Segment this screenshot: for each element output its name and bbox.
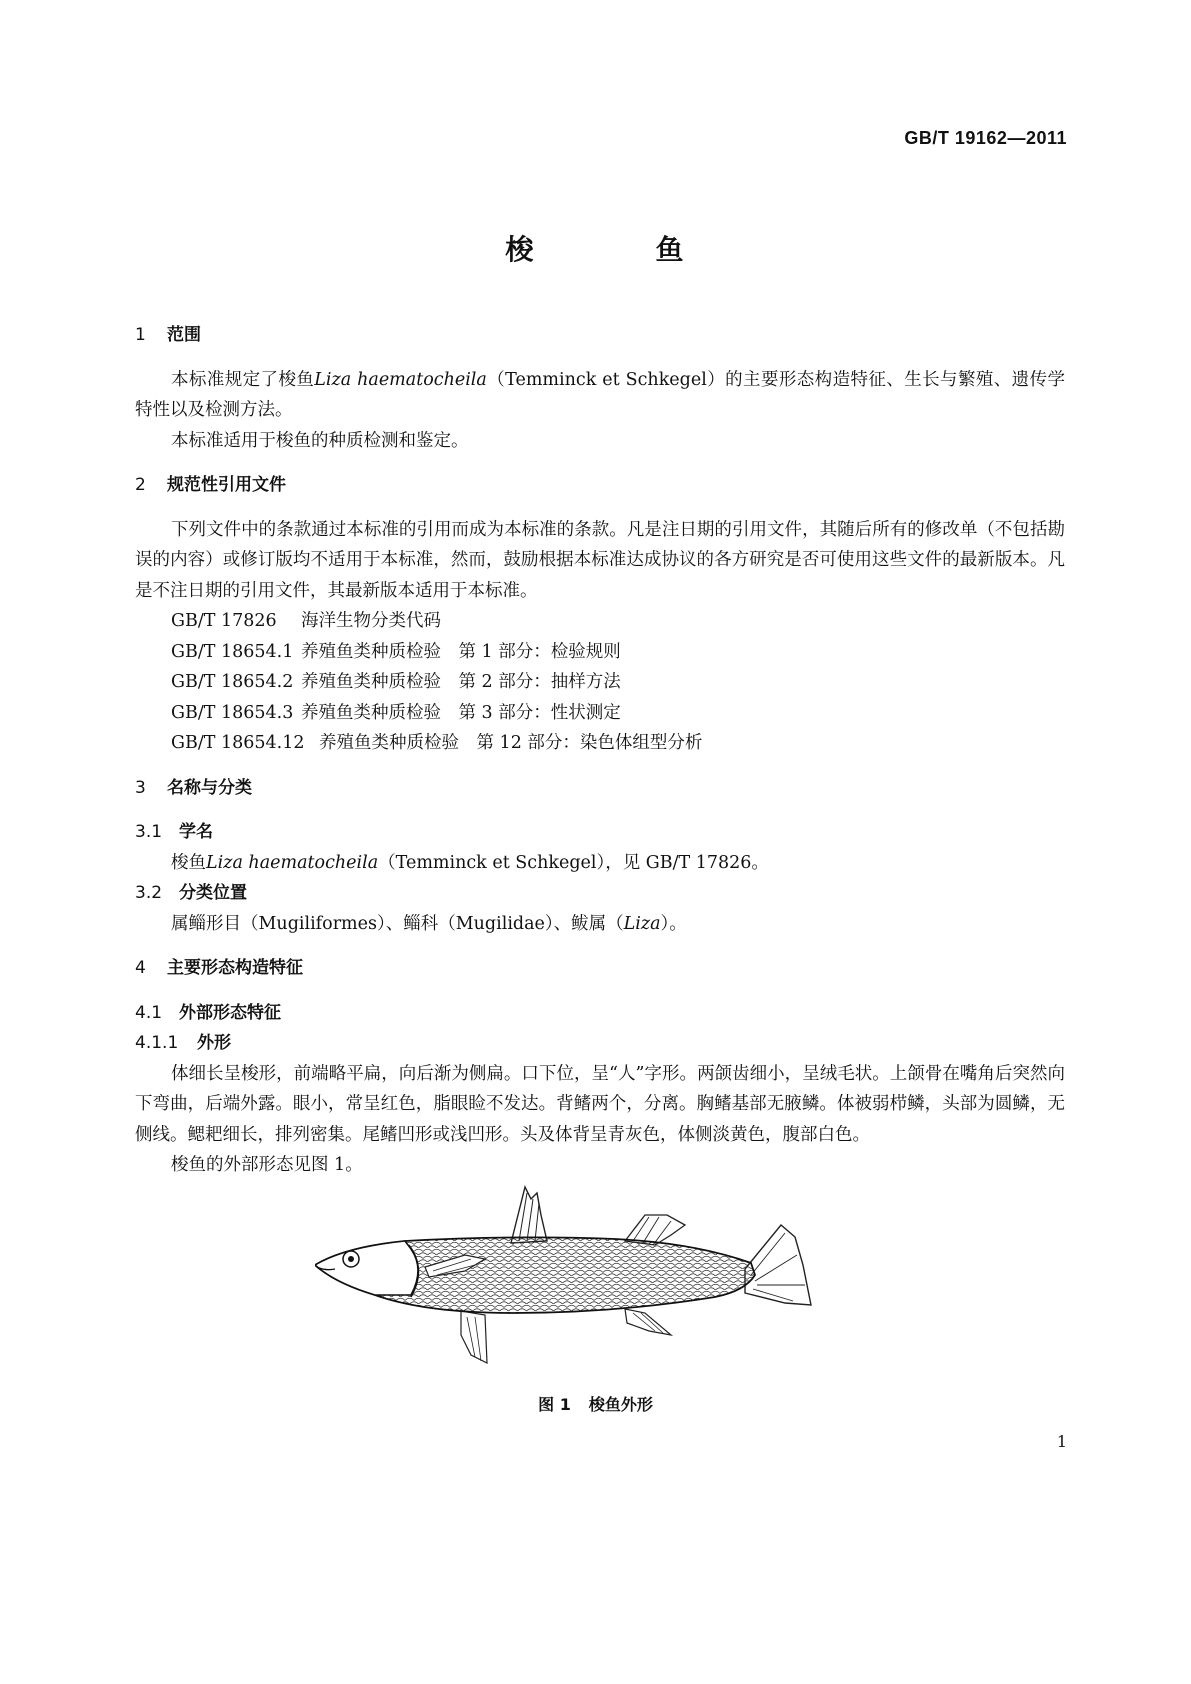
section-title: 规范性引用文件 [167,475,286,495]
reference-code: GB/T 18654.3 [171,702,294,723]
section-number: 2 [135,475,146,495]
subsection-heading-4-1 [135,998,1065,1029]
paragraph: 本标准适用于梭鱼的种质检测和鉴定。 [171,430,469,451]
paragraph: 下列文件中的条款通过本标准的引用而成为本标准的条款。凡是注日期的引用文件，其随后所有的修改单（不包括勘误的内容）或修订版均不适用于本标准，然而，鼓励根据本标准达成协议的各方研究是否可使用这些文件的最新版本。凡是不注日期的引用文件，其最新版本适用于本标准。 [135,519,1065,601]
latin-name: Liza haematocheila [206,852,379,873]
section-heading-4 [135,953,1065,984]
reference-item [135,667,1065,698]
reference-title: 养殖鱼类种质检验 第 3 部分：性状测定 [301,702,621,723]
section-title: 外形 [197,1033,231,1053]
paragraph [135,909,1065,940]
text-run: 属鲻形目（Mugiliformes）、鲻科（Mugilidae）、鲅属（ [171,913,624,934]
section-number: 1 [135,325,146,345]
reference-item [135,637,1065,668]
section-number: 3.1 [135,822,163,842]
paragraph [135,848,1065,879]
reference-code: GB/T 17826 [171,611,277,631]
title-char-1: 梭 [505,233,536,266]
text-run: 本标准规定了梭鱼 [171,369,315,390]
section-heading-2 [135,470,1065,501]
section-number: 4.1 [135,1002,163,1023]
section-title: 名称与分类 [167,777,252,798]
fish-illustration [315,1185,825,1375]
paragraph: 梭鱼的外部形态见图 1。 [171,1155,363,1175]
reference-title: 海洋生物分类代码 [301,611,441,631]
section-heading-3 [135,773,1065,804]
reference-code: GB/T 18654.12 [171,733,305,753]
paragraph [135,365,1065,426]
section-title: 学名 [179,822,213,842]
document-body [135,320,1065,1181]
figure-caption-text: 梭鱼外形 [588,1395,653,1414]
standard-number: GB/T 19162—2011 [904,128,1067,148]
reference-title: 养殖鱼类种质检验 第 12 部分：染色体组型分析 [319,733,703,753]
first-dorsal-fin [511,1187,547,1243]
section-title: 分类位置 [179,883,247,903]
section-number: 3 [135,777,146,798]
anal-fin [625,1309,671,1335]
figure-label: 图 1 [538,1395,571,1414]
latin-name: Liza haematocheila [314,369,487,390]
pelvic-fin [461,1311,487,1363]
subsection-heading-3-2 [135,878,1065,909]
title-char-2: 鱼 [655,233,686,266]
reference-title: 养殖鱼类种质检验 第 2 部分：抽样方法 [301,672,621,692]
reference-item [135,698,1065,729]
subsection-heading-4-1-1 [135,1028,1065,1059]
reference-code: GB/T 18654.1 [171,641,294,662]
document-title [0,228,1191,268]
reference-code: GB/T 18654.2 [171,672,294,692]
section-number: 4.1.1 [135,1033,179,1053]
reference-item [135,606,1065,637]
subsection-heading-3-1 [135,817,1065,848]
page-number: 1 [1056,1432,1067,1451]
section-title: 范围 [167,325,201,345]
text-run: ）。 [660,913,687,934]
section-title: 外部形态特征 [179,1002,281,1023]
section-heading-1 [135,320,1065,351]
section-title: 主要形态构造特征 [167,958,303,978]
latin-name: Liza [623,913,661,934]
reference-item [135,728,1065,759]
paragraph: 体细长呈梭形，前端略平扁，向后渐为侧扁。口下位，呈“人”字形。两颌齿细小，呈绒毛状。上颌骨在嘴角后突然向下弯曲，后端外露。眼小，常呈红色，脂眼睑不发达。背鳍两个，分离。胸鳍基部无腋鳞。体被弱栉鳞，头部为圆鳞，无侧线。鳃耙细长，排列密集。尾鳍凹形或浅凹形。头及体背呈青灰色，体侧淡黄色，腹部白色。 [135,1063,1065,1145]
text-run: （Temminck et Schkegel）的主要形态构造特征、生长与繁殖、遗传学特性以及检测方法。 [135,369,1065,420]
fish-head [315,1241,418,1295]
section-number: 3.2 [135,883,163,903]
caudal-fin [745,1225,811,1305]
text-run: （Temminck et Schkegel），见 GB/T 17826。 [378,852,769,873]
reference-title: 养殖鱼类种质检验 第 1 部分：检验规则 [301,641,621,662]
text-run: 梭鱼 [171,852,206,873]
section-number: 4 [135,958,146,978]
figure-caption [0,1392,1191,1415]
